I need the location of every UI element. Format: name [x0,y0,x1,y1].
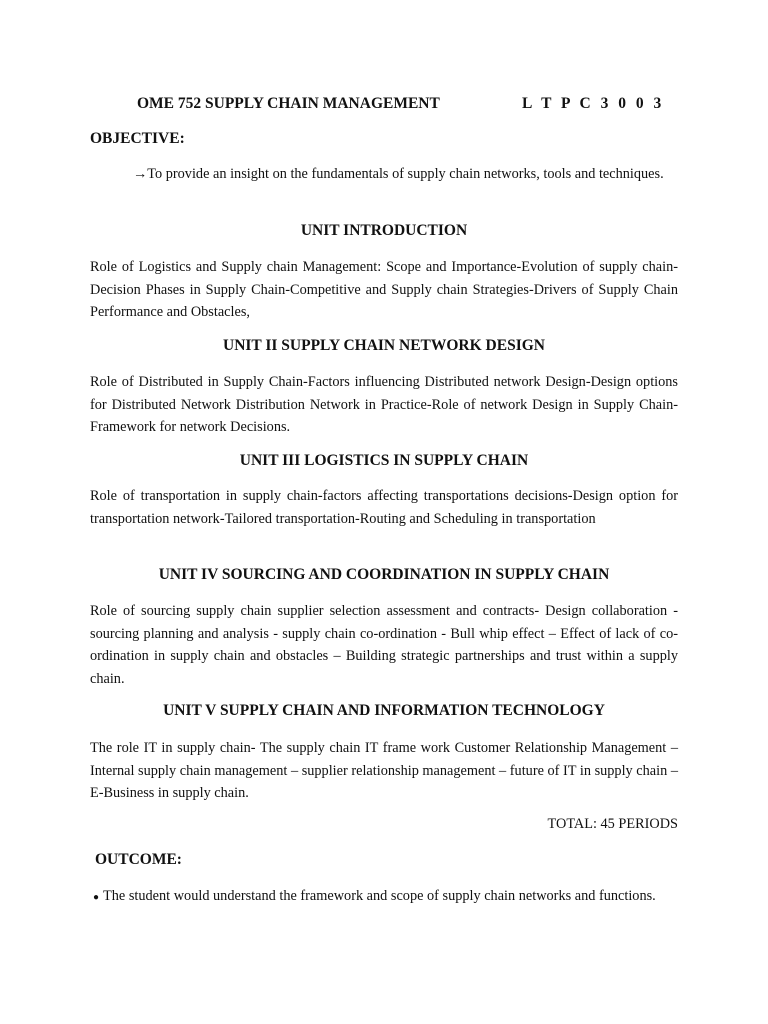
unit-2-heading: UNIT II SUPPLY CHAIN NETWORK DESIGN [223,337,545,354]
objective-label: OBJECTIVE: [90,130,185,147]
objective-body: To provide an insight on the fundamentals of supply chain networks, tools and techniques. [147,166,664,182]
unit-4-heading: UNIT IV SOURCING AND COORDINATION IN SUPPLY CHAIN [158,566,610,583]
course-title: OME 752 SUPPLY CHAIN MANAGEMENT [137,95,440,112]
outcome-text [90,885,678,910]
ltpc-credits: L T P C 3 0 0 3 [522,95,665,112]
unit-3-heading: UNIT III LOGISTICS IN SUPPLY CHAIN [239,452,529,469]
unit-1-heading: UNIT INTRODUCTION [300,222,468,239]
arrow-icon: → [133,166,148,182]
unit-5-text: The role IT in supply chain- The supply chain IT frame work Customer Relationship Management – Internal supply chain management – supplier relationship management – future of IT in supply chain – E-Business in supply chain. [90,740,678,802]
total-periods: TOTAL: 45 PERIODS [547,816,678,832]
unit-3-text: Role of transportation in supply chain-factors affecting transportations decisions-Design option for transportation network-Tailored transportation-Routing and Scheduling in transportation [90,488,678,527]
outcome-label: OUTCOME: [95,851,182,868]
objective-text [90,163,678,185]
unit-1-text: Role of Logistics and Supply chain Management: Scope and Importance-Evolution of supply chain-Decision Phases in Supply Chain-Competitive and Supply chain Strategies-Drivers of Supply Chain Performance and Obstacles, [90,259,678,321]
course-header [137,95,708,113]
outcome-body: The student would understand the framework and scope of supply chain networks and functions. [103,888,656,904]
bullet-icon: ● [93,892,100,903]
unit-4-text: Role of sourcing supply chain supplier selection assessment and contracts- Design collaboration - sourcing planning and analysis - supply chain co-ordination - Bull whip effect – Effect of lack of co-ordination in supply chain and obstacles – Building strategic partnerships and trust within a supply chain. [90,603,678,687]
unit-2-text: Role of Distributed in Supply Chain-Factors influencing Distributed network Design-Design options for Distributed Network Distribution Network in Practice-Role of network Design in Supply Chain-Framework for network Decisions. [90,374,678,436]
unit-5-heading: UNIT V SUPPLY CHAIN AND INFORMATION TECHNOLOGY [163,702,605,719]
